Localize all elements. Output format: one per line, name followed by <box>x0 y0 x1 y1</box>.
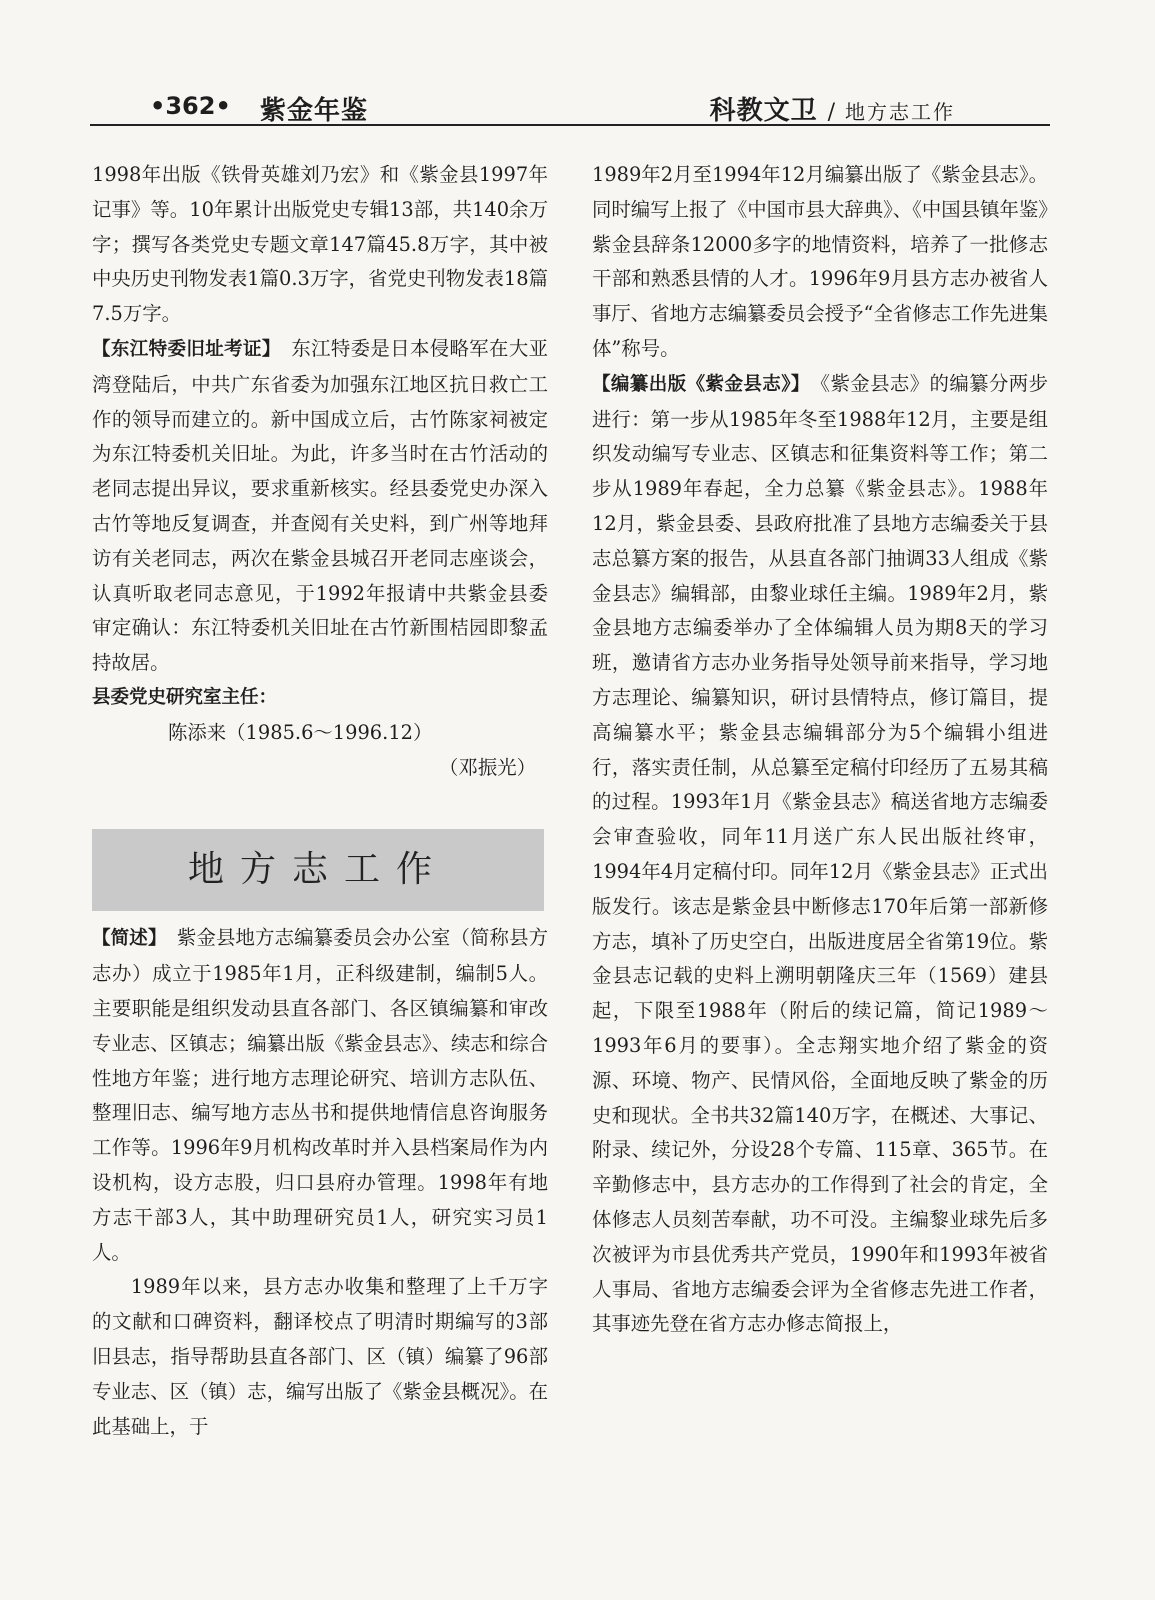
author: （邓振光） <box>439 755 536 779</box>
paragraph-heading: 【东江特委旧址考证】 <box>92 338 272 360</box>
paragraph: 1989年2月至1994年12月编纂出版了《紫金县志》。同时编写上报了《中国市县大辞典》、《中国县镇年鉴》紫金县辞条12000多字的地情资料，培养了一批修志干部和熟悉县情的人才。1996年9月县方志办被省人事厅、省地方志编纂委员会授予“全省修志工作先进集体”称号。 <box>592 163 1048 360</box>
paragraph-text: 《紫金县志》的编纂分两步进行：第一步从1985年冬至1988年12月，主要是组织发动编写专业志、区镇志和征集资料等工作；第二步从1989年春起，全力总纂《紫金县志》。1988年12月，紫金县委、县政府批准了县地方志编委关于县志总纂方案的报告，从县直各部门抽调33人组成《紫金县志》编辑部，由黎业球任主编。1989年2月，紫金县地方志编委举办了全体编辑人员为期8天的学习班，邀请省方志办业务指导处领导前来指导，学习地方志理论、编纂知识，研讨县情特点，修订篇目，提高编纂水平；紫金县志编辑部分为5个编辑小组进行，落实责任制，从总纂至定稿付印经历了五易其稿的过程。1993年1月《紫金县志》稿送省地方志编委会审查验收，同年11月送广东人民出版社终审，1994年4月定稿付印。同年12月《紫金县志》正式出版发行。该志是紫金县中断修志170年后第一部新修方志，填补了历史空白，出版进度居全省第19位。紫金县志记载的史料上溯明朝隆庆三年（1569）建县起，下限至1988年（附后的续记篇，简记1989～1993年6月的要事）。全志翔实地介绍了紫金的资源、环境、物产、民情风俗，全面地反映了紫金的历史和现状。全书共32篇140万字，在概述、大事记、附录、续记外，分设28个专篇、115章、365节。在辛勤修志中，县方志办的工作得到了社会的肯定，全体修志人员刻苦奉献，功不可没。主编黎业球先后多次被评为市县优秀共产党员，1990年和1993年被省人事局、省地方志编委会评为全省修志先进工作者，其事迹先登在省方志办修志简报上， <box>592 371 1048 1336</box>
paragraph-heading: 【编纂出版《紫金县志》】 <box>592 373 801 395</box>
header-separator: / <box>827 100 835 125</box>
right-column <box>592 158 1048 1342</box>
section-title: 科教文卫 <box>709 96 818 126</box>
paragraph: 1989年以来，县方志办收集和整理了上千万字的文献和口碑资料，翻译校点了明清时期编写的3部旧县志，指导帮助县直各部门、区（镇）编纂了96部专业志、区（镇）志，编写出版了《紫金县概况》。在此基础上，于 <box>92 1275 548 1438</box>
paragraph-text: 东江特委是日本侵略军在大亚湾登陆后，中共广东省委为加强东江地区抗日救亡工作的领导而建立的。新中国成立后，古竹陈家祠被定为东江特委机关旧址。为此，许多当时在古竹活动的老同志提出异议，要求重新核实。经县委党史办深入古竹等地反复调查，并查阅有关史料，到广州等地拜访有关老同志，两次在紫金县城召开老同志座谈会，认真听取老同志意见，于1992年报请中共紫金县委审定确认：东江特委机关旧址在古竹新围桔园即黎孟持故居。 <box>92 336 548 675</box>
header-rule <box>90 124 1050 126</box>
paragraph-text: 紫金县地方志编纂委员会办公室（简称县方志办）成立于1985年1月，正科级建制，编制5人。主要职能是组织发动县直各部门、各区镇编纂和审改专业志、区镇志；编纂出版《紫金县志》、续志和综合性地方年鉴；进行地方志理论研究、培训方志队伍、整理旧志、编写地方志丛书和提供地情信息咨询服务工作等。1996年9月机构改革时并入县档案局作为内设机构，设方志股，归口县府办管理。1998年有地方志干部3人，其中助理研究员1人，研究实习员1人。 <box>92 926 549 1264</box>
paragraph <box>592 367 1048 1342</box>
subsection-title: 地方志工作 <box>845 100 955 124</box>
paragraph-heading: 【简述】 <box>92 928 158 950</box>
page-header <box>90 88 1050 128</box>
section-banner <box>92 829 544 911</box>
header-right <box>710 90 955 127</box>
page-number: •362• <box>150 92 231 120</box>
director-name: 陈添来（1985.6～1996.12） <box>168 720 433 744</box>
section-banner-title: 地方志工作 <box>187 848 448 890</box>
book-title: 紫金年鉴 <box>260 96 369 126</box>
paragraph <box>92 921 548 1270</box>
left-column <box>92 158 548 1444</box>
director-title: 县委党史研究室主任： <box>92 686 278 708</box>
paragraph <box>92 332 548 681</box>
paragraph: 1998年出版《铁骨英雄刘乃宏》和《紫金县1997年记事》等。10年累计出版党史专辑13部，共140余万字；撰写各类党史专题文章147篇45.8万字，其中被中央历史刊物发表1篇0.3万字，省党史刊物发表18篇7.5万字。 <box>92 163 548 326</box>
